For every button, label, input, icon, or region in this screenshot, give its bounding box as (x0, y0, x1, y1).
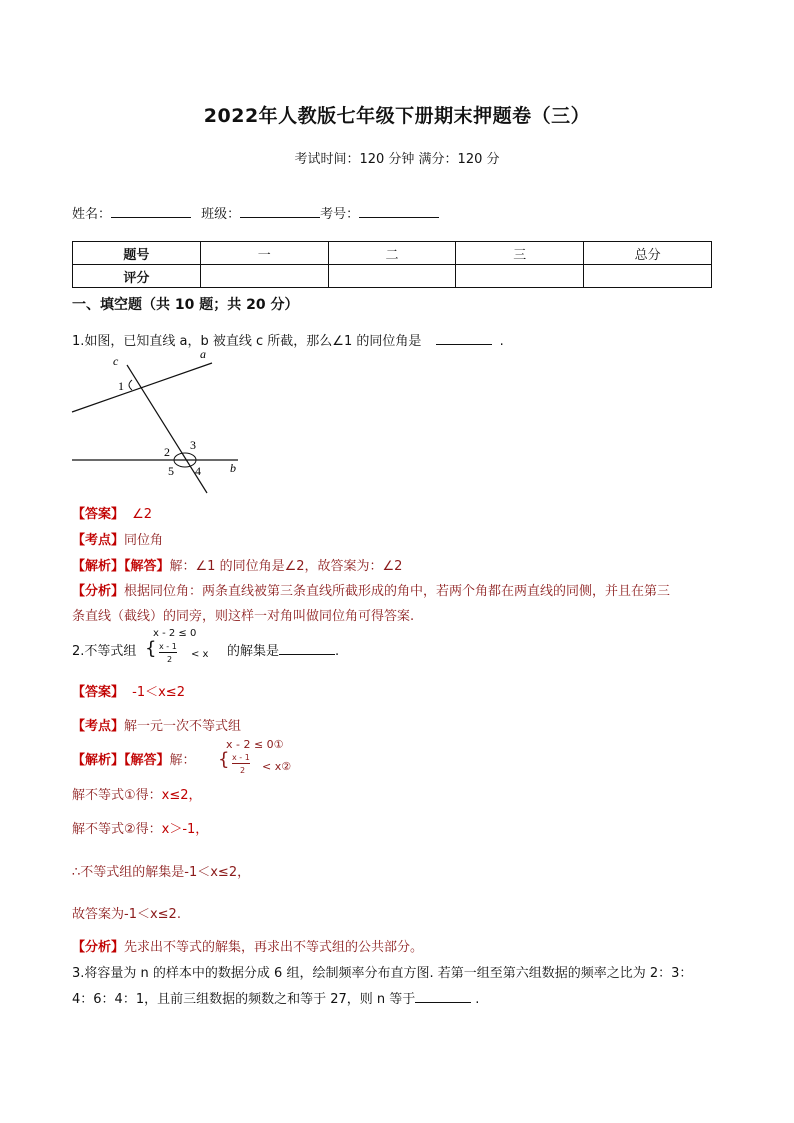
table-cell: 一 (200, 242, 328, 265)
question-2-blank[interactable] (279, 640, 335, 655)
score-input-cell[interactable] (584, 265, 712, 288)
exam-subtitle: 考试时间：120 分钟 满分：120 分 (294, 152, 500, 167)
point-tag: 【考点】 (72, 533, 125, 548)
fenxi-text-line1: 根据同位角：两条直线被第三条直线所截形成的角中，若两个角都在两直线的同侧，并且在第三 (124, 584, 671, 599)
table-cell: 题号 (73, 242, 201, 265)
answer-tag: 【答案】 (72, 507, 125, 522)
solution-rhs: < x② (262, 760, 292, 773)
question-3-line-2: 4：6：4：1，且前三组数据的频数之和等于 27，则 n 等于 (72, 992, 416, 1007)
score-input-cell[interactable] (200, 265, 328, 288)
class-label: 班级： (201, 207, 241, 222)
label-1: 1 (118, 379, 124, 393)
brace-icon: { (218, 749, 230, 770)
q2-analysis-row (72, 749, 196, 768)
score-input-cell[interactable] (456, 265, 584, 288)
q2-fenxi-row (72, 936, 423, 955)
step-1-value: x≤2， (161, 788, 202, 803)
question-2-end: . (335, 644, 340, 659)
solution-denominator: 2 (240, 766, 246, 775)
label-b: b (230, 461, 236, 475)
fenxi-tag: 【分析】 (72, 584, 125, 599)
question-3-line-1: 3.将容量为 n 的样本中的数据分成 6 组，绘制频率分布直方图. 若第一组至第六组数据的频率之比为 2：3： (72, 966, 693, 981)
fenxi-tag: 【分析】 (72, 940, 125, 955)
label-2: 2 (164, 445, 170, 459)
label-3: 3 (190, 438, 196, 452)
table-cell: 三 (456, 242, 584, 265)
score-table-header-row (73, 242, 712, 265)
brace-icon: { (145, 638, 157, 659)
point-value: 同位角 (124, 533, 164, 548)
point-value: 解一元一次不等式组 (124, 719, 242, 734)
label-a: a (200, 347, 206, 361)
q1-analysis-row (72, 555, 402, 574)
question-2-suffix: 的解集是 (227, 644, 280, 659)
section-heading: 一、填空题（共 10 题；共 20 分） (72, 297, 299, 313)
system-numerator: x - 1 (159, 642, 177, 651)
analysis-tag: 【解析】【解答】 (72, 559, 170, 574)
solution-line-1: x - 2 ≤ 0① (226, 738, 284, 751)
step-2-text: 解不等式②得： (72, 822, 162, 837)
question-2-prefix: 2.不等式组 (72, 644, 137, 659)
question-3-blank[interactable] (415, 988, 471, 1003)
point-tag: 【考点】 (72, 719, 125, 734)
label-4: 4 (195, 464, 201, 478)
name-label: 姓名： (72, 207, 112, 222)
question-3-line-2-row (72, 988, 479, 1007)
question-1-text: 1.如图，已知直线 a，b 被直线 c 所截，那么∠1 的同位角是 (72, 334, 422, 349)
fenxi-text-line2: 条直线（截线）的同旁，则这样一对角叫做同位角可得答案. (72, 609, 415, 624)
system-denominator: 2 (167, 655, 173, 664)
answer-value: -1＜x≤2 (132, 685, 185, 700)
table-cell: 总分 (584, 242, 712, 265)
question-1-blank[interactable] (436, 330, 492, 345)
system-line-1: x - 2 ≤ 0 (153, 628, 197, 639)
step-1-text: 解不等式①得： (72, 788, 162, 803)
question-3-end: . (475, 992, 480, 1007)
parallel-lines-diagram (60, 345, 260, 500)
analysis-text: 解： (169, 753, 196, 768)
student-info-line (72, 203, 439, 222)
score-input-cell[interactable] (328, 265, 456, 288)
question-2-tail (227, 640, 339, 659)
label-5: 5 (168, 464, 174, 478)
line-a (72, 363, 212, 412)
fenxi-text: 先求出不等式的解集，再求出不等式组的公共部分。 (124, 940, 424, 955)
q2-step-4: 故答案为-1＜x≤2. (72, 907, 181, 922)
q2-step-3: ∴不等式组的解集是-1＜x≤2， (72, 865, 251, 880)
answer-value: ∠2 (132, 507, 153, 522)
angle-1-arc (129, 380, 132, 390)
label-c: c (113, 354, 119, 368)
analysis-tag: 【解析】【解答】 (72, 753, 170, 768)
q1-answer-row (72, 503, 152, 522)
name-blank[interactable] (111, 203, 191, 218)
q2-point-row (72, 715, 241, 734)
answer-tag: 【答案】 (72, 685, 125, 700)
q1-point-row (72, 529, 163, 548)
q1-fenxi-row (72, 580, 670, 599)
class-blank[interactable] (240, 203, 320, 218)
score-table-score-row (73, 265, 712, 288)
system-rhs: < x (191, 649, 209, 660)
page-title: 2022年人教版七年级下册期末押题卷（三） (203, 105, 591, 127)
question-1-end: . (499, 334, 504, 349)
table-cell: 二 (328, 242, 456, 265)
table-cell: 评分 (73, 265, 201, 288)
q2-step-2 (72, 818, 208, 837)
q2-step-1 (72, 784, 202, 803)
q2-answer-row (72, 681, 185, 700)
solution-numerator: x - 1 (232, 753, 250, 762)
score-table (72, 241, 712, 288)
number-blank[interactable] (359, 203, 439, 218)
step-2-value: x＞-1， (161, 822, 209, 837)
number-label: 考号： (320, 207, 360, 222)
analysis-text: 解：∠1 的同位角是∠2，故答案为：∠2 (169, 559, 403, 574)
